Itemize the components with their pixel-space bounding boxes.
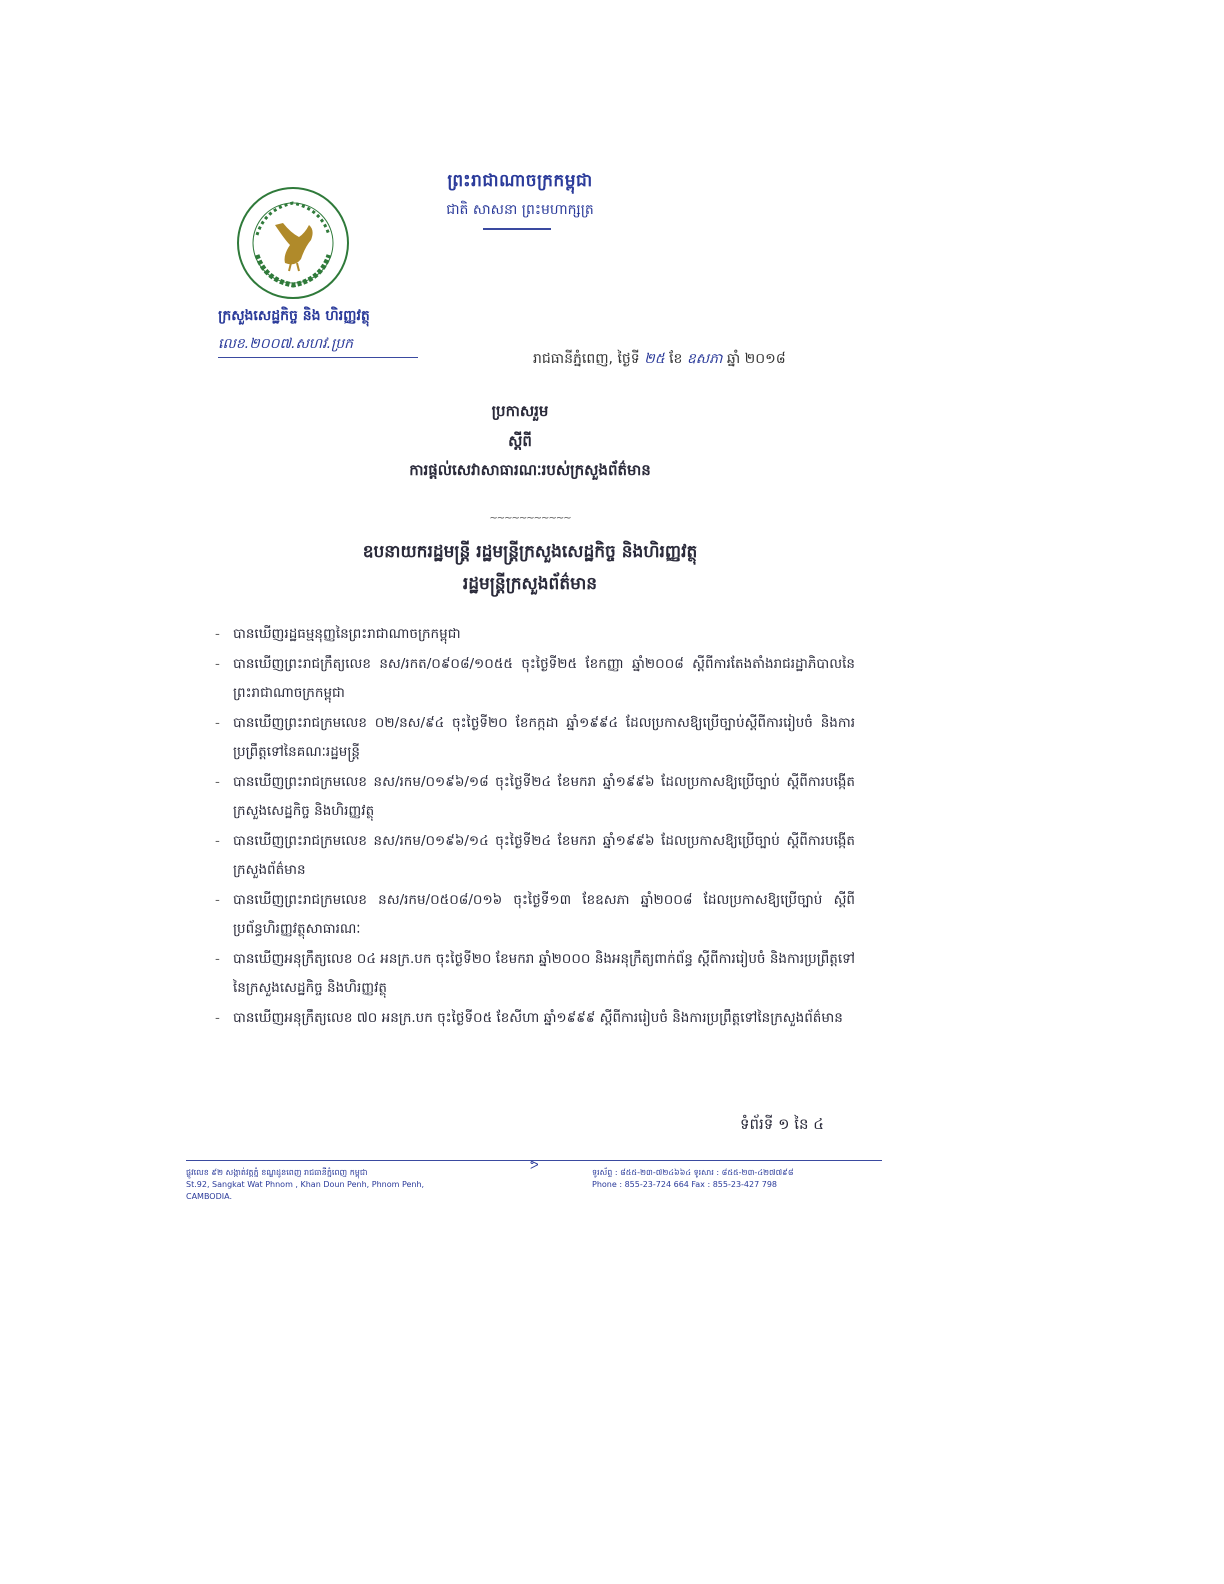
document-type: ប្រកាសរួម (491, 402, 549, 420)
authority-subheading: រដ្ឋមន្ត្រីក្រសួងព័ត៌មាន (462, 574, 598, 594)
address-khmer: ផ្លូវលេខ ៩២ សង្កាត់វត្តភ្នំ ខណ្ឌដូនពេញ រាជធានីភ្នំពេញ កម្ពុជា (186, 1168, 368, 1177)
initial-mark-icon: ᕗ (530, 1158, 539, 1172)
reference-number: លេខ.២០០៧.សហវ.ប្រក (218, 334, 418, 358)
document-subject: ការផ្តល់សេវាសាធារណៈរបស់ក្រសួងព័ត៌មាន (409, 461, 651, 479)
list-item: - បានឃើញព្រះរាជក្រមលេខ នស/រកម/០១៩៦/១៨ ចុះថ្ងៃទី២៤ ខែមករា ឆ្នាំ១៩៩៦ ដែលប្រកាសឱ្យប្រើច្បាប់ ស្តីពីការបង្កើតក្រសួងសេដ្ឋកិច្ច និងហិរញ្ញវត្ថុ (215, 774, 855, 819)
list-item: - បានឃើញអនុក្រឹត្យលេខ ០៤ អនក្រ.បក ចុះថ្ងៃទី២០ ខែមករា ឆ្នាំ២០០០ និងអនុក្រឹត្យពាក់ព័ន្ធ ស្តីពីការរៀបចំ និងការប្រព្រឹត្តទៅនៃក្រសួងសេដ្ឋកិច្ច និងហិរញ្ញវត្ថុ (215, 951, 855, 996)
list-item: - បានឃើញព្រះរាជក្រមលេខ នស/រកម/០១៩៦/១៤ ចុះថ្ងៃទី២៤ ខែមករា ឆ្នាំ១៩៩៦ ដែលប្រកាសឱ្យប្រើច្បាប់ ស្តីពីការបង្កើតក្រសួងព័ត៌មាន (215, 833, 855, 878)
list-item: - បានឃើញអនុក្រឹត្យលេខ ៧០ អនក្រ.បក ចុះថ្ងៃទី០៥ ខែសីហា ឆ្នាំ១៩៩៩ ស្តីពីការរៀបចំ និងការប្រព្រឹត្តទៅនៃក្រសួងព័ត៌មាន (215, 1010, 843, 1026)
document-subject-label: ស្តីពី (508, 432, 532, 450)
list-item: - បានឃើញព្រះរាជក្រមលេខ នស/រកម/០៥០៨/០១៦ ចុះថ្ងៃទី១៣ ខែឧសភា ឆ្នាំ២០០៨ ដែលប្រកាសឱ្យប្រើច្បាប់ ស្តីពីប្រព័ន្ធហិរញ្ញវត្ថុសាធារណៈ (215, 892, 855, 937)
kingdom-title: ព្រះរាជាណាចក្រកម្ពុជា (447, 171, 593, 191)
date-day: ២៥ (644, 351, 665, 367)
preamble-list (215, 620, 855, 1034)
list-item: - បានឃើញព្រះរាជក្រឹត្យលេខ នស/រកត/០៩០៨/១០៥៥ ចុះថ្ងៃទី២៥ ខែកញ្ញា ឆ្នាំ២០០៨ ស្តីពីការតែងតាំងរាជរដ្ឋាភិបាលនៃព្រះរាជាណាចក្រកម្ពុជា (215, 656, 855, 701)
date-line (533, 349, 853, 370)
footer-address (186, 1167, 446, 1203)
ministry-seal-icon (235, 185, 351, 301)
list-item: - បានឃើញព្រះរាជក្រមលេខ ០២/នស/៩៤ ចុះថ្ងៃទី២០ ខែកក្កដា ឆ្នាំ១៩៩៤ ដែលប្រកាសឱ្យប្រើច្បាប់ស្តីពីការរៀបចំ និងការប្រព្រឹត្តទៅនៃគណៈរដ្ឋមន្ត្រី (215, 715, 855, 760)
date-year: ឆ្នាំ ២០១៨ (726, 351, 786, 367)
footer-contact (592, 1167, 882, 1191)
phone-khmer: ទូរស័ព្ទ : ៨៥៥-២៣-៧២៤៦៦៤ ទូរសារ : ៨៥៥-២៣-៤២៧៧៩៨ (592, 1168, 794, 1177)
ministry-name: ក្រសួងសេដ្ឋកិច្ច និង ហិរញ្ញវត្ថុ (218, 308, 370, 324)
page-number: ទំព័រទី ១ នៃ ៤ (740, 1115, 824, 1133)
list-item: - បានឃើញរដ្ឋធម្មនុញ្ញនៃព្រះរាជាណាចក្រកម្ពុជា (215, 626, 461, 642)
date-month-prefix: ខែ (669, 351, 683, 367)
phone-english: Phone : 855-23-724 664 Fax : 855-23-427 798 (592, 1180, 777, 1189)
address-english: St.92, Sangkat Wat Phnom , Khan Doun Penh, Phnom Penh, CAMBODIA. (186, 1180, 425, 1201)
date-prefix: រាជធានីភ្នំពេញ, ថ្ងៃទី (533, 351, 640, 367)
motto-divider (483, 228, 551, 230)
ornament-divider: ~~~~~~~~~~~ (489, 513, 571, 524)
authority-heading: ឧបនាយករដ្ឋមន្ត្រី រដ្ឋមន្ត្រីក្រសួងសេដ្ឋកិច្ច និងហិរញ្ញវត្ថុ (362, 542, 698, 562)
date-month: ឧសភា (686, 351, 723, 367)
national-motto: ជាតិ សាសនា ព្រះមហាក្សត្រ (446, 202, 594, 218)
